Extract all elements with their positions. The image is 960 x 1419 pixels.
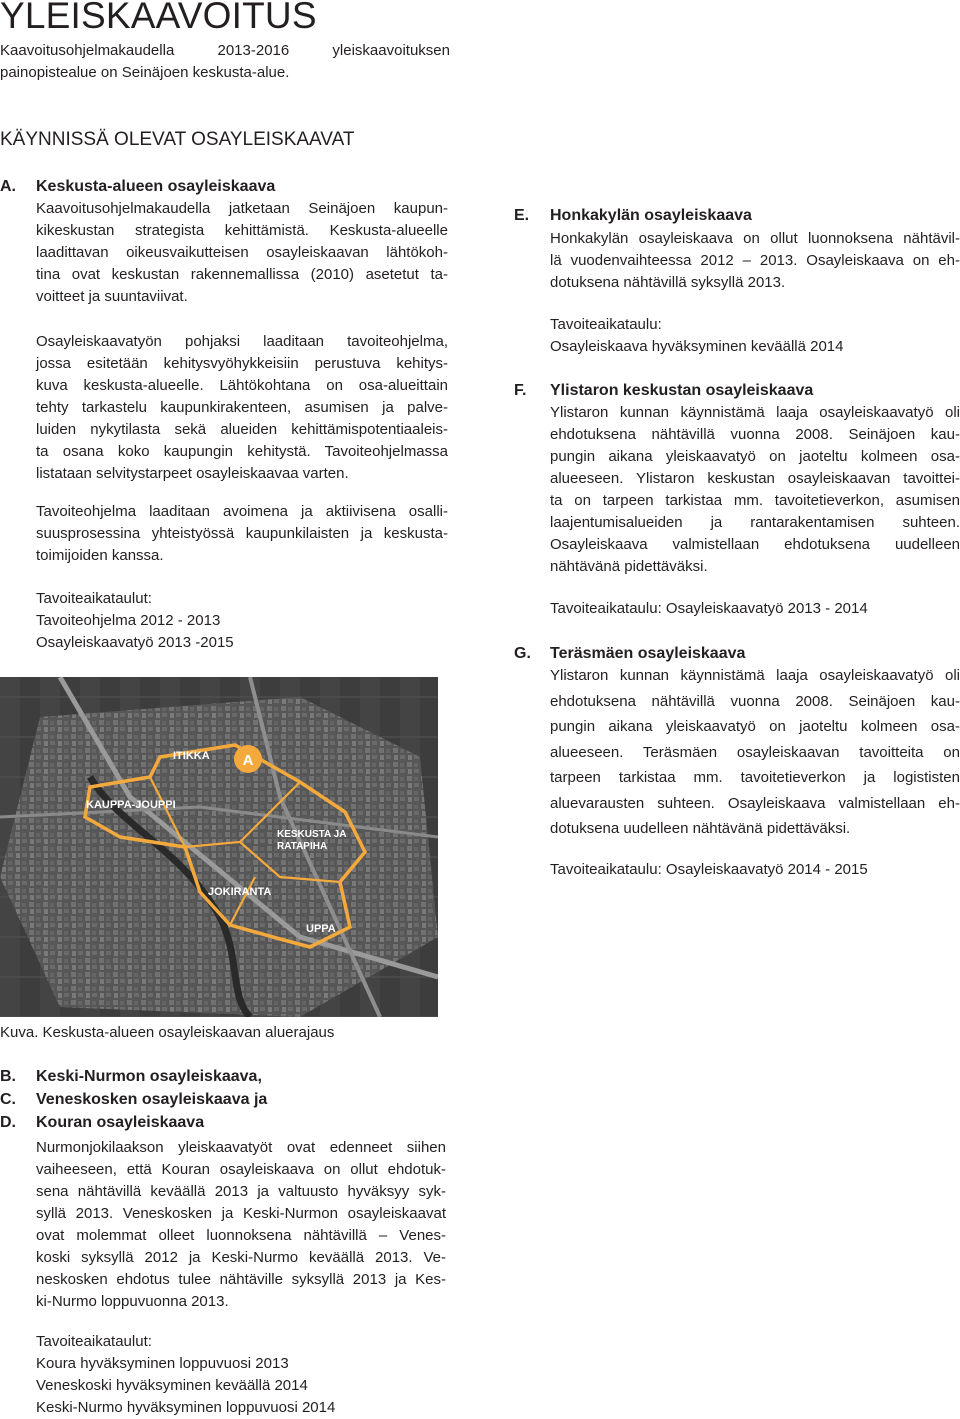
- section-g-paragraph: [550, 663, 960, 842]
- label-itikka: ITIKKA: [173, 750, 210, 762]
- schedule-line: Tavoiteohjelma 2012 - 2013: [36, 612, 221, 629]
- section-f-letter: F.: [514, 382, 527, 399]
- urban-area: [0, 697, 438, 1017]
- section-e-heading: [514, 205, 752, 227]
- label-kauppa-jouppi: KAUPPA-JOUPPI: [86, 799, 176, 811]
- section-b-title: Keski-Nurmon osayleiskaava,: [36, 1068, 262, 1085]
- section-g-schedule: Tavoiteaikataulu: Osayleiskaavatyö 2014 - 2015: [550, 861, 868, 878]
- section-e-paragraph: [550, 228, 960, 294]
- text-line: nähtävänä pidettäväksi.: [550, 558, 708, 575]
- schedule-line: Osayleiskaava hyväksyminen keväällä 2014: [550, 338, 844, 355]
- section-d-heading: [0, 1112, 204, 1134]
- text-line: suusprosessina yhteistyössä kaupunkilaisten ja keskusta-: [36, 525, 448, 542]
- section-bcd-schedule: [36, 1331, 335, 1419]
- text-line: kikeskustan strategista kehittämistä. Keskusta-alueelle: [36, 222, 448, 239]
- text-line: pungin aikana yleiskaavatyö on jaoteltu kolmeen osa-: [550, 718, 960, 735]
- section-f-schedule: Tavoiteaikataulu: Osayleiskaavatyö 2013 - 2014: [550, 600, 868, 617]
- section-f-heading: [514, 380, 813, 402]
- section-a-title: Keskusta-alueen osayleiskaava: [36, 178, 276, 195]
- section-e-title: Honkakylän osayleiskaava: [550, 207, 752, 224]
- text-line: alueeseen. Ylistaron keskustan osayleiskaavan tavoittei-: [550, 470, 960, 487]
- section-g-title: Teräsmäen osayleiskaava: [550, 645, 746, 662]
- text-line: syllä 2013. Veneskosken ja Keski-Nurmon osayleiskaavat: [36, 1205, 446, 1222]
- section-a-paragraph-2: [36, 331, 448, 485]
- text-line: lä vuodenvaihteessa 2012 – 2013. Osayleiskaava on eh-: [550, 252, 960, 269]
- section-a-letter: A.: [0, 178, 16, 195]
- text-line: laajentumisalueiden ja rantarakentamisen suhteen.: [550, 514, 960, 531]
- text-line: aluevarausten suhteen. Osayleiskaava valmistellaan eh-: [550, 794, 960, 812]
- text-line: tehty tarkastelu kaupunkirakenteen, asumisen ja palve-: [36, 399, 448, 416]
- section-d-title: Kouran osayleiskaava: [36, 1114, 205, 1131]
- section-b-letter: B.: [0, 1068, 16, 1085]
- section-f-title: Ylistaron keskustan osayleiskaava: [550, 382, 814, 399]
- text-line: tarpeen tarkistaa mm. tavoitetieverkon ja logististen: [550, 769, 960, 786]
- label-uppa: UPPA: [306, 923, 336, 935]
- text-line: kuva keskusta-alueelle. Lähtökohtana on osa-alueittain: [36, 377, 448, 394]
- page-title: YLEISKAAVOITUS: [0, 0, 317, 36]
- text-line: Kaavoitusohjelmakaudella jatketaan Seinäjoen kaupun-: [36, 200, 448, 217]
- text-line: Tavoiteohjelma laaditaan avoimena ja aktiivisena osalli-: [36, 503, 448, 520]
- text-line: neskosken ehdotus tulee nähtäville syksyllä 2013 ja Kes-: [36, 1271, 446, 1288]
- section-g-heading: [514, 643, 745, 665]
- section-c-title: Veneskosken osayleiskaava ja: [36, 1091, 268, 1108]
- text-line: sena nähtävillä keväällä 2013 ja valtuusto hyväksyy syk-: [36, 1183, 446, 1200]
- text-line: ovat molemmat olleet luonnoksena nähtävillä – Venes-: [36, 1227, 446, 1244]
- text-line: ta on tarpeen tarkistaa mm. tavoitetieverkon, asumisen: [550, 492, 960, 509]
- section-e-letter: E.: [514, 207, 530, 224]
- text-line: ki-Nurmo loppuvuonna 2013.: [36, 1293, 229, 1310]
- text-line: ehdotuksena nähtävillä vuonna 2008. Seinäjoen kau-: [550, 426, 960, 443]
- text-line: alueeseen. Teräsmäen osayleiskaavan tavoitteita on: [550, 743, 960, 761]
- label-jokiranta: JOKIRANTA: [208, 886, 272, 898]
- intro-line: Kaavoitusohjelmakaudella 2013-2016 yleiskaavoituksen: [0, 42, 450, 59]
- section-a-paragraph-1: [36, 198, 448, 308]
- text-line: luiden nykytilasta sekä alueiden kehittämispotentiaaleis-: [36, 421, 448, 438]
- text-line: Ylistaron kunnan käynnistämä laaja osayleiskaavatyö oli: [550, 667, 960, 684]
- schedule-line: Tavoiteaikataulut:: [36, 590, 152, 607]
- schedule-line: Koura hyväksyminen loppuvuosi 2013: [36, 1355, 289, 1372]
- text-line: Osayleiskaava valmistellaan ehdotuksena uudelleen: [550, 536, 960, 553]
- intro-line: painopistealue on Seinäjoen keskusta-alue.: [0, 64, 290, 81]
- intro-paragraph: [0, 40, 450, 84]
- text-line: laadittavan oikeusvaikutteisen osayleiskaavan lähtökoh-: [36, 244, 448, 261]
- schedule-line: Veneskoski hyväksyminen keväällä 2014: [36, 1377, 308, 1394]
- text-line: dotuksena uudelleen nähtävänä pidettäväksi.: [550, 820, 851, 837]
- text-line: vaiheeseen, että Kouran osayleiskaava on ollut ehdotuk-: [36, 1161, 446, 1178]
- text-line: Honkakylän osayleiskaava on ollut luonnoksena nähtävil-: [550, 230, 960, 247]
- text-line: toimijoiden kanssa.: [36, 547, 164, 564]
- aerial-map-image: [0, 677, 438, 1017]
- schedule-line: Keski-Nurmo hyväksyminen loppuvuosi 2014: [36, 1399, 336, 1416]
- section-f-paragraph: [550, 402, 960, 578]
- schedule-line: Osayleiskaavatyö 2013 -2015: [36, 634, 234, 651]
- marker-letter: A: [242, 752, 254, 769]
- section-e-schedule: [550, 314, 844, 358]
- text-line: Osayleiskaavatyön pohjaksi laaditaan tavoiteohjelma,: [36, 333, 448, 350]
- text-line: voitteet ja suuntaviivat.: [36, 288, 188, 305]
- section-c-letter: C.: [0, 1091, 16, 1108]
- text-line: jossa esitetään kehitysvyöhykkeisiin perustuva kehitys-: [36, 355, 448, 372]
- section-b-heading: [0, 1066, 262, 1088]
- text-line: Ylistaron kunnan käynnistämä laaja osayleiskaavatyö oli: [550, 404, 960, 421]
- schedule-line: Tavoiteaikataulu:: [550, 316, 662, 333]
- text-line: ta osana koko kaupungin kehitystä. Tavoiteohjelmassa: [36, 443, 448, 460]
- label-keskusta-line-2: RATAPIHA: [277, 841, 328, 852]
- area-map: [0, 677, 438, 1017]
- text-line: tina ovat keskustan rakennemallissa (2010) asetetut ta-: [36, 266, 448, 283]
- section-bcd-paragraph: [36, 1137, 446, 1313]
- text-line: listataan selvitystarpeet osayleiskaavaa varten.: [36, 465, 349, 482]
- text-line: pungin aikana yleiskaavatyö on jaoteltu kolmeen osa-: [550, 448, 960, 465]
- schedule-line: Tavoiteaikataulut:: [36, 1333, 152, 1350]
- text-line: koski syksyllä 2012 ja Keski-Nurmo keväällä 2013. Ve-: [36, 1249, 446, 1266]
- section-g-letter: G.: [514, 645, 531, 662]
- section-c-heading: [0, 1089, 267, 1111]
- section-a-paragraph-3: [36, 501, 448, 567]
- section-a-heading: [0, 176, 275, 198]
- section-d-letter: D.: [0, 1114, 16, 1131]
- label-keskusta-line-1: KESKUSTA JA: [277, 829, 347, 840]
- section-subtitle: KÄYNNISSÄ OLEVAT OSAYLEISKAAVAT: [0, 129, 355, 150]
- text-line: ehdotuksena nähtävillä vuonna 2008. Seinäjoen kau-: [550, 692, 960, 710]
- map-caption: Kuva. Keskusta-alueen osayleiskaavan aluerajaus: [0, 1024, 335, 1041]
- text-line: Nurmonjokilaakson yleiskaavatyöt ovat edenneet siihen: [36, 1139, 446, 1156]
- text-line: dotuksena nähtävillä syksyllä 2013.: [550, 274, 786, 291]
- section-a-schedule: [36, 588, 234, 654]
